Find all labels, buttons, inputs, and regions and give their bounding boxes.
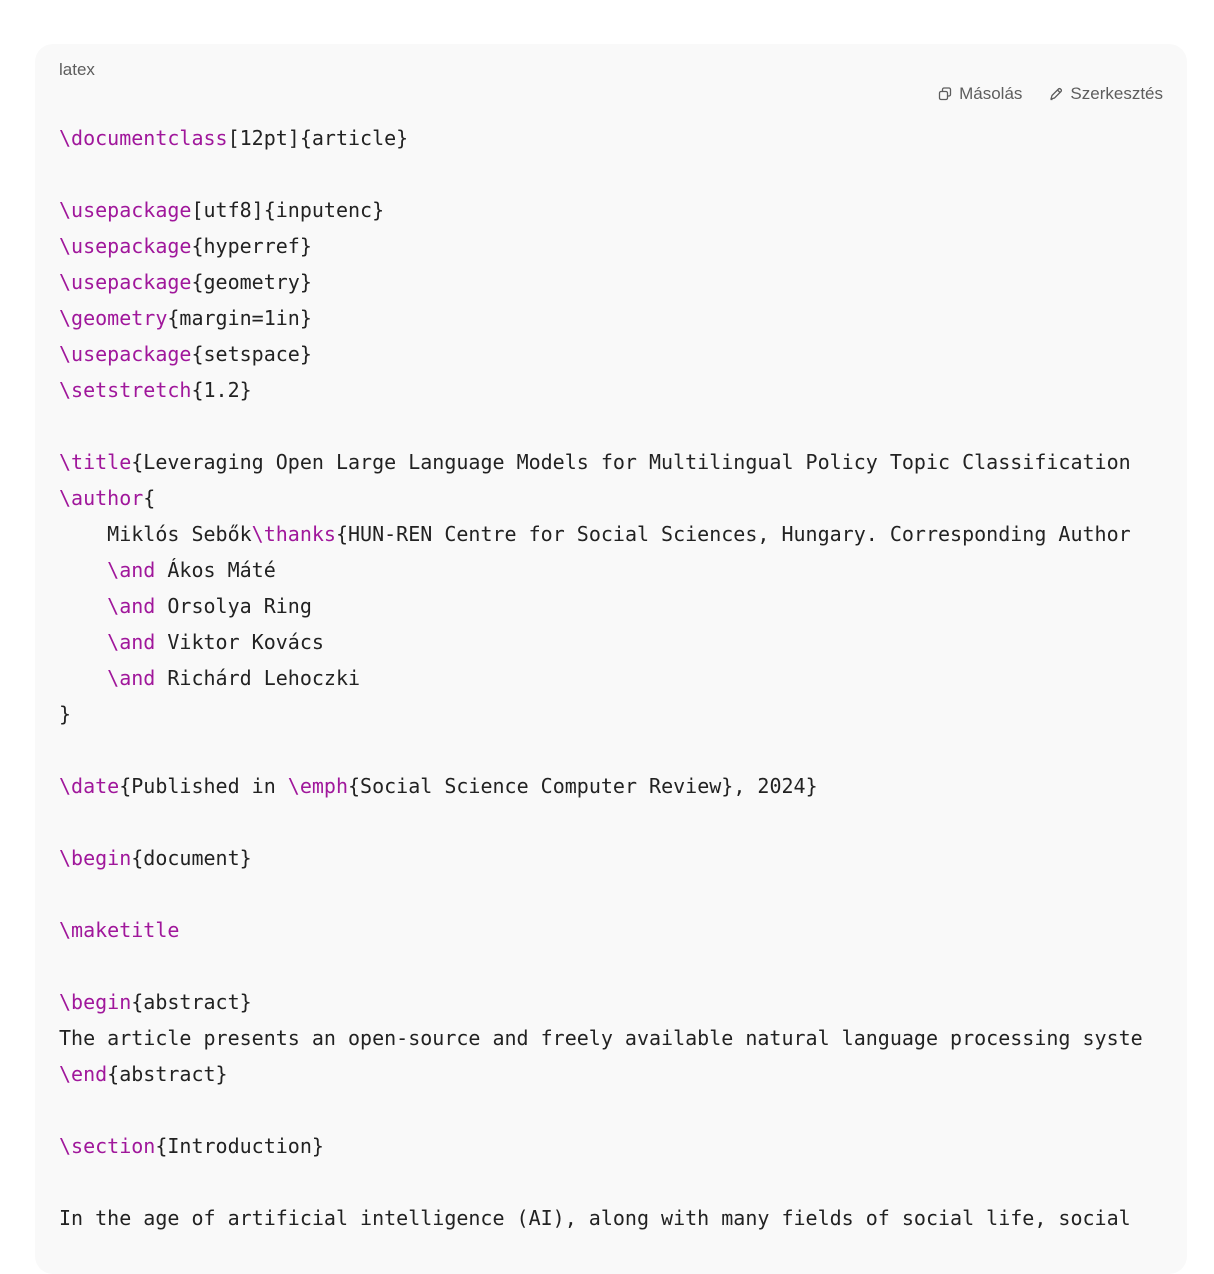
code-line <box>59 588 1143 624</box>
code-line <box>59 1200 1143 1236</box>
latex-command: \title <box>59 450 132 474</box>
latex-command: \usepackage <box>59 234 192 258</box>
code-text: {Published in <box>119 774 288 798</box>
code-line <box>59 1056 1143 1092</box>
latex-command: \usepackage <box>59 198 192 222</box>
code-text: {abstract} <box>131 990 252 1014</box>
code-text: } <box>59 702 72 726</box>
latex-command: \geometry <box>59 306 168 330</box>
latex-command: \emph <box>287 774 349 798</box>
code-line <box>59 552 1143 588</box>
code-text: Richárd Lehoczki <box>155 666 361 690</box>
code-text: Viktor Kovács <box>155 630 324 654</box>
latex-command: \begin <box>59 990 132 1014</box>
code-line <box>59 912 1143 948</box>
code-block <box>35 44 1187 1274</box>
code-text: {document} <box>131 846 252 870</box>
latex-command: \and <box>107 666 156 690</box>
code-text: Miklós Sebők <box>59 522 252 546</box>
code-line <box>59 120 1143 156</box>
code-line <box>59 1128 1143 1164</box>
language-label: latex <box>59 60 95 79</box>
code-line <box>59 516 1143 552</box>
latex-command: \and <box>107 630 156 654</box>
code-line <box>59 300 1143 336</box>
latex-command: \maketitle <box>59 918 180 942</box>
code-line <box>59 840 1143 876</box>
code-line <box>59 1164 1143 1200</box>
code-line <box>59 336 1143 372</box>
code-line <box>59 444 1143 480</box>
code-line <box>59 228 1143 264</box>
code-line <box>59 264 1143 300</box>
code-text: Ákos Máté <box>155 558 276 582</box>
code-text: In the age of artificial intelligence (AI), along with many fields of social life, social <box>59 1206 1131 1230</box>
code-line <box>59 372 1143 408</box>
code-line <box>59 732 1143 768</box>
code-text <box>59 594 107 618</box>
code-text <box>59 558 107 582</box>
code-line <box>59 1092 1143 1128</box>
latex-command: \end <box>59 1062 108 1086</box>
latex-command: \author <box>59 486 144 510</box>
edit-button[interactable] <box>1048 84 1163 104</box>
code-line <box>59 660 1143 696</box>
code-text: [utf8]{inputenc} <box>191 198 385 222</box>
code-line <box>59 624 1143 660</box>
code-line <box>59 480 1143 516</box>
code-text: {hyperref} <box>191 234 312 258</box>
code-text: Orsolya Ring <box>155 594 312 618</box>
code-line <box>59 768 1143 804</box>
latex-command: \section <box>59 1134 156 1158</box>
code-toolbar <box>937 84 1163 104</box>
copy-label: Másolás <box>959 84 1023 103</box>
edit-label: Szerkesztés <box>1070 84 1163 103</box>
code-line <box>59 804 1143 840</box>
latex-command: \and <box>107 558 156 582</box>
code-text: { <box>143 486 156 510</box>
code-line <box>59 1020 1143 1056</box>
code-text: {Introduction} <box>155 1134 324 1158</box>
code-text: {margin=1in} <box>167 306 312 330</box>
code-text: [12pt]{article} <box>227 126 409 150</box>
latex-command: \documentclass <box>59 126 228 150</box>
code-line <box>59 156 1143 192</box>
code-text: {Social Science Computer Review}, 2024} <box>348 774 818 798</box>
latex-command: \and <box>107 594 156 618</box>
latex-command: \usepackage <box>59 342 192 366</box>
code-line <box>59 984 1143 1020</box>
code-line <box>59 948 1143 984</box>
latex-command: \setstretch <box>59 378 192 402</box>
code-content <box>59 120 1143 1236</box>
code-text <box>59 630 107 654</box>
latex-command: \begin <box>59 846 132 870</box>
code-text: The article presents an open-source and freely available natural language processing syste <box>59 1026 1143 1050</box>
code-text: {abstract} <box>107 1062 228 1086</box>
code-text: {Leveraging Open Large Language Models for Multilingual Policy Topic Classification <box>131 450 1131 474</box>
code-text: {HUN-REN Centre for Social Sciences, Hungary. Corresponding Author <box>335 522 1131 546</box>
code-text: {1.2} <box>191 378 252 402</box>
latex-command: \usepackage <box>59 270 192 294</box>
latex-command: \date <box>59 774 120 798</box>
copy-icon <box>937 86 953 102</box>
code-line <box>59 696 1143 732</box>
code-line <box>59 876 1143 912</box>
copy-button[interactable] <box>937 84 1022 104</box>
code-text: {geometry} <box>191 270 312 294</box>
code-text: {setspace} <box>191 342 312 366</box>
pencil-icon <box>1048 86 1064 102</box>
code-text <box>59 666 107 690</box>
latex-command: \thanks <box>251 522 336 546</box>
code-line <box>59 408 1143 444</box>
code-line <box>59 192 1143 228</box>
